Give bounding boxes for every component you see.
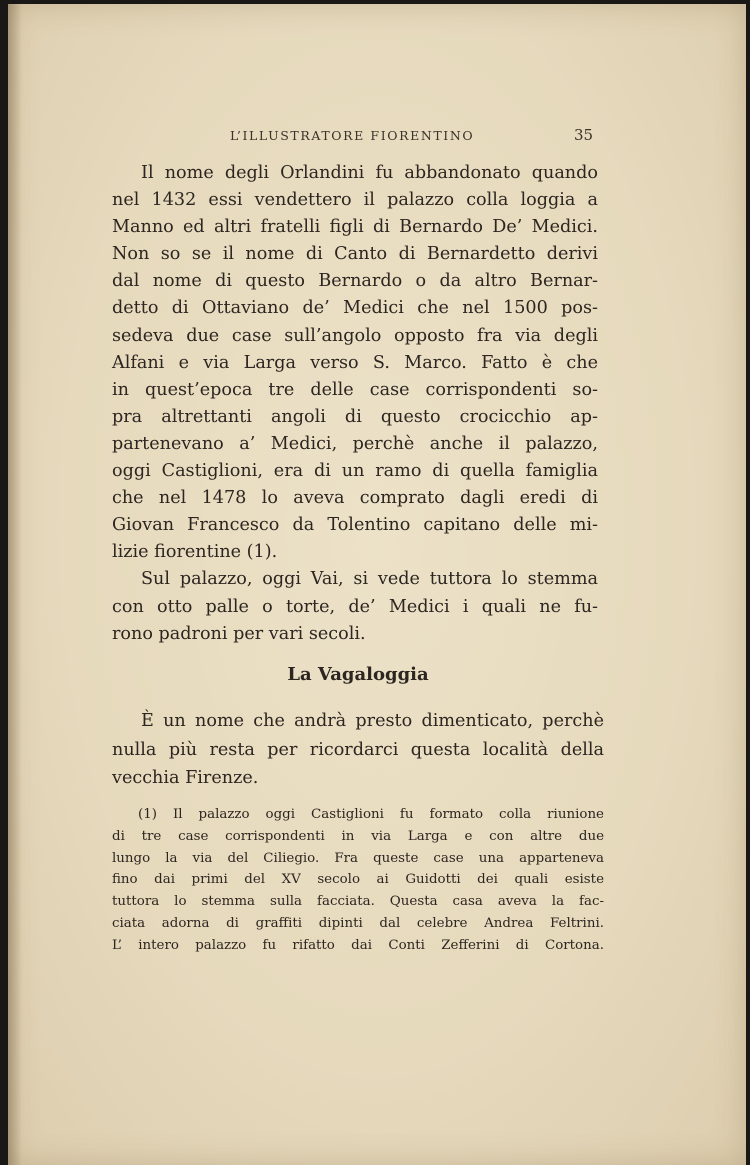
text-line: nulla più resta per ricordarci questa località della bbox=[112, 739, 604, 760]
footnote-line: L’ intero palazzo fu rifatto dai Conti Zefferini di Cortona. bbox=[112, 937, 604, 953]
text-line: in quest’epoca tre delle case corrispondenti so- bbox=[112, 379, 598, 400]
text-line: Non so se il nome di Canto di Bernardetto derivi bbox=[112, 244, 598, 265]
book-page bbox=[8, 4, 746, 1165]
text-line: rono padroni per vari secoli. bbox=[112, 623, 366, 644]
text-line: detto di Ottaviano de’ Medici che nel 1500 pos- bbox=[112, 298, 598, 319]
text-line: partenevano a’ Medici, perchè anche il palazzo, bbox=[112, 433, 598, 454]
text-line: Giovan Francesco da Tolentino capitano delle mi- bbox=[112, 515, 598, 536]
text-line: Manno ed altri fratelli figli di Bernardo De’ Medici. bbox=[112, 217, 598, 238]
text-line: Sul palazzo, oggi Vai, si vede tuttora lo stemma bbox=[141, 569, 598, 590]
footnote-line: tuttora lo stemma sulla facciata. Questa casa aveva la fac- bbox=[112, 894, 604, 910]
running-head bbox=[8, 128, 746, 150]
text-line: Alfani e via Larga verso S. Marco. Fatto è che bbox=[112, 352, 598, 373]
text-line: pra altrettanti angoli di questo crocicchio ap- bbox=[112, 406, 598, 427]
section-heading: La Vagaloggia bbox=[287, 664, 429, 685]
text-line: È un nome che andrà presto dimenticato, perchè bbox=[141, 711, 604, 731]
body-text bbox=[112, 160, 598, 648]
text-line: vecchia Firenze. bbox=[112, 768, 259, 788]
text-line: Il nome degli Orlandini fu abbandonato quando bbox=[141, 163, 598, 183]
footnote-line: (1) Il palazzo oggi Castiglioni fu formato colla riunione bbox=[138, 807, 604, 822]
text-line: nel 1432 essi vendettero il palazzo colla loggia a bbox=[112, 190, 598, 211]
text-line: che nel 1478 lo aveva comprato dagli eredi di bbox=[112, 488, 598, 509]
footnote-line: lungo la via del Ciliegio. Fra queste case una apparteneva bbox=[112, 850, 604, 866]
footnote-line: di tre case corrispondenti in via Larga e con altre due bbox=[112, 828, 604, 844]
text-line: oggi Castiglioni, era di un ramo di quella famiglia bbox=[112, 461, 598, 482]
footnote-line: fino dai primi del XV secolo ai Guidotti dei quali esiste bbox=[112, 872, 604, 888]
paragraph-1 bbox=[112, 160, 598, 566]
binding-shadow bbox=[8, 4, 22, 1165]
text-line: lizie fiorentine (1). bbox=[112, 542, 278, 563]
text-line: con otto palle o torte, de’ Medici i quali ne fu- bbox=[112, 596, 598, 617]
footnote-line: ciata adorna di graffiti dipinti dal celebre Andrea Feltrini. bbox=[112, 915, 604, 931]
footnote bbox=[112, 804, 604, 957]
text-line: sedeva due case sull’angolo opposto fra via degli bbox=[112, 325, 598, 346]
running-title: L’ILLUSTRATORE FIORENTINO bbox=[230, 128, 475, 143]
section-paragraph bbox=[112, 707, 604, 793]
paragraph-2 bbox=[112, 566, 598, 647]
page-number: 35 bbox=[574, 126, 594, 144]
text-line: dal nome di questo Bernardo o da altro Bernar- bbox=[112, 271, 598, 292]
